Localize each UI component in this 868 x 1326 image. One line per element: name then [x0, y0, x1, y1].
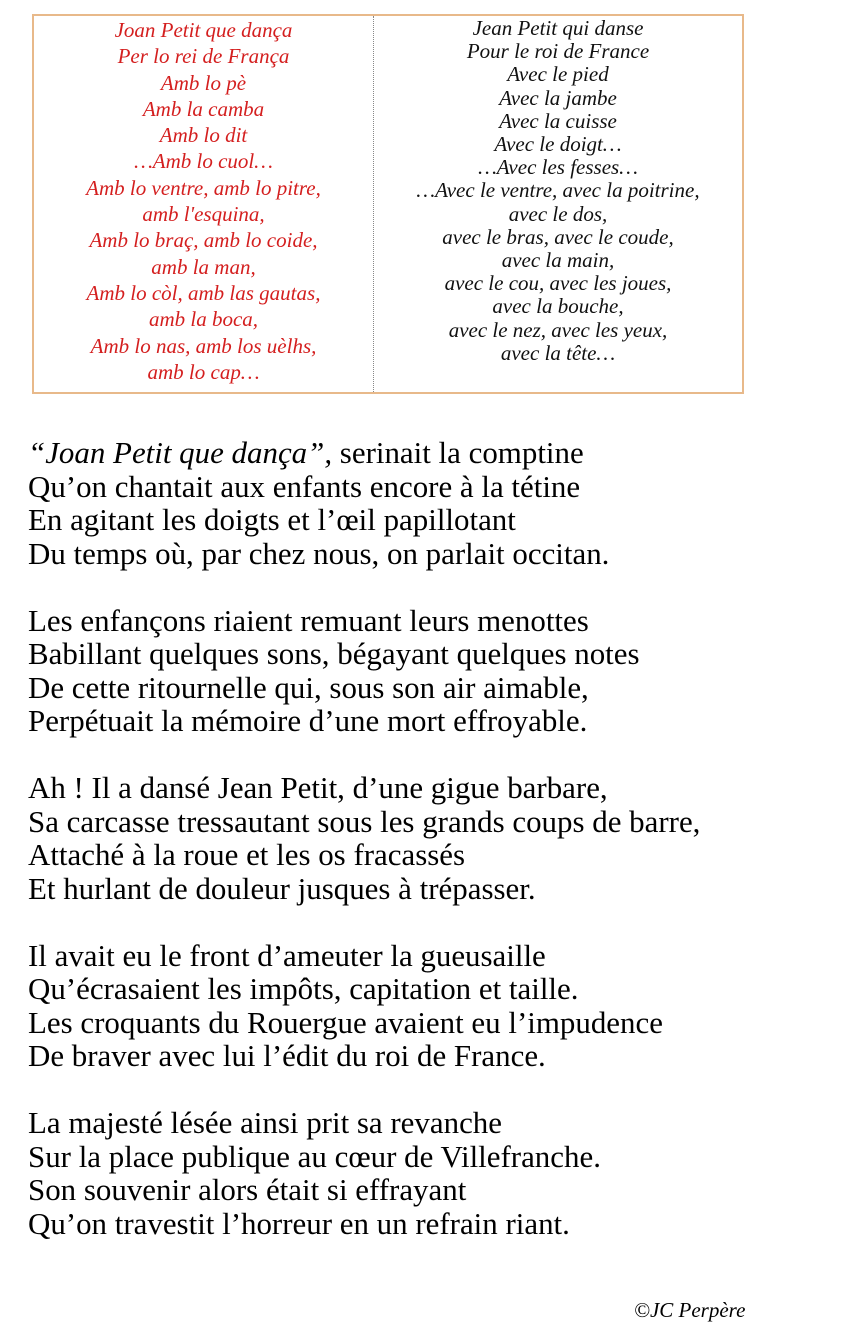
poem-line: Du temps où, par chez nous, on parlait occitan.: [28, 535, 610, 571]
poem-line: Qu’on travestit l’horreur en un refrain riant.: [28, 1205, 570, 1241]
poem-line: Et hurlant de douleur jusques à trépasser.: [28, 870, 536, 906]
french-column: [374, 16, 742, 392]
french-line: Avec le doigt…: [494, 132, 622, 157]
poem-line: De cette ritournelle qui, sous son air aimable,: [28, 669, 589, 705]
poem-line: [28, 436, 866, 470]
french-line: …Avec le ventre, avec la poitrine,: [416, 178, 700, 203]
occitan-line: amb lo cap…: [147, 359, 260, 384]
poem-line: De braver avec lui l’édit du roi de France.: [28, 1038, 546, 1073]
french-line: Jean Petit qui danse: [472, 16, 644, 40]
poem-line: Les croquants du Rouergue avaient eu l’impudence: [28, 1004, 663, 1040]
french-line: …Avec les fesses…: [478, 155, 638, 180]
occitan-line: Amb la camba: [142, 96, 265, 121]
poem-line: Qu’écrasaient les impôts, capitation et taille.: [28, 971, 579, 1006]
poem-stanza: [28, 939, 868, 1073]
french-line: Pour le roi de France: [466, 39, 650, 64]
occitan-line: Amb lo pè: [160, 70, 247, 95]
poem-stanza: [28, 604, 868, 738]
occitan-line: Joan Petit que dança: [114, 18, 293, 42]
french-line: avec la tête…: [500, 340, 616, 365]
occitan-line: Per lo rei de França: [117, 44, 290, 69]
poem-stanza: [28, 436, 868, 570]
occitan-line: Amb lo còl, amb las gautas,: [86, 280, 321, 305]
poem-line: La majesté lésée ainsi prit sa revanche: [28, 1105, 502, 1140]
occitan-line: Amb lo braç, amb lo coide,: [89, 228, 318, 253]
occitan-line: Amb lo ventre, amb lo pitre,: [86, 175, 321, 200]
occitan-line: …Amb lo cuol…: [134, 149, 273, 174]
poem-line-text: serinait la comptine: [332, 435, 584, 470]
poem-line: Qu’on chantait aux enfants encore à la tétine: [28, 468, 581, 504]
occitan-line: amb la boca,: [148, 307, 259, 332]
occitan-column: [34, 16, 374, 392]
french-line: avec le dos,: [508, 201, 608, 226]
poem-line: Sa carcasse tressautant sous les grands coups de barre,: [28, 803, 701, 839]
french-line: avec la bouche,: [492, 294, 624, 319]
french-line: Avec la cuisse: [499, 108, 617, 133]
occitan-line: Amb lo nas, amb los uèlhs,: [90, 333, 317, 358]
french-line: Avec la jambe: [499, 85, 617, 110]
poem-line: Perpétuait la mémoire d’une mort effroyable.: [28, 703, 588, 738]
author-signature: ©JC Perpère: [634, 1298, 746, 1322]
french-line: avec la main,: [501, 248, 615, 273]
poem-line: Son souvenir alors était si effrayant: [28, 1172, 467, 1207]
poem-line: Les enfançons riaient remuant leurs menottes: [28, 602, 589, 638]
french-line: Avec le pied: [507, 62, 609, 87]
poem-line: En agitant les doigts et l’œil papillotant: [28, 502, 516, 537]
poem-stanza: [28, 771, 868, 905]
occitan-line: amb l'esquina,: [142, 202, 265, 227]
poem: [28, 436, 868, 1274]
song-table: [32, 14, 744, 394]
poem-line: Babillant quelques sons, bégayant quelques notes: [28, 636, 640, 671]
french-line: avec le bras, avec le coude,: [442, 224, 674, 249]
poem-line: Il avait eu le front d’ameuter la gueusaille: [28, 937, 546, 973]
french-line: avec le nez, avec les yeux,: [448, 317, 668, 342]
poem-line: Attaché à la roue et les os fracassés: [28, 837, 466, 872]
poem-line: Sur la place publique au cœur de Villefranche.: [28, 1138, 601, 1174]
french-line: avec le cou, avec les joues,: [444, 271, 672, 296]
song-title-quote: “Joan Petit que dança”,: [28, 435, 333, 470]
occitan-line: amb la man,: [151, 254, 256, 279]
poem-stanza: [28, 1106, 868, 1240]
poem-line: Ah ! Il a dansé Jean Petit, d’une gigue barbare,: [28, 770, 608, 805]
occitan-line: Amb lo dit: [159, 123, 248, 148]
